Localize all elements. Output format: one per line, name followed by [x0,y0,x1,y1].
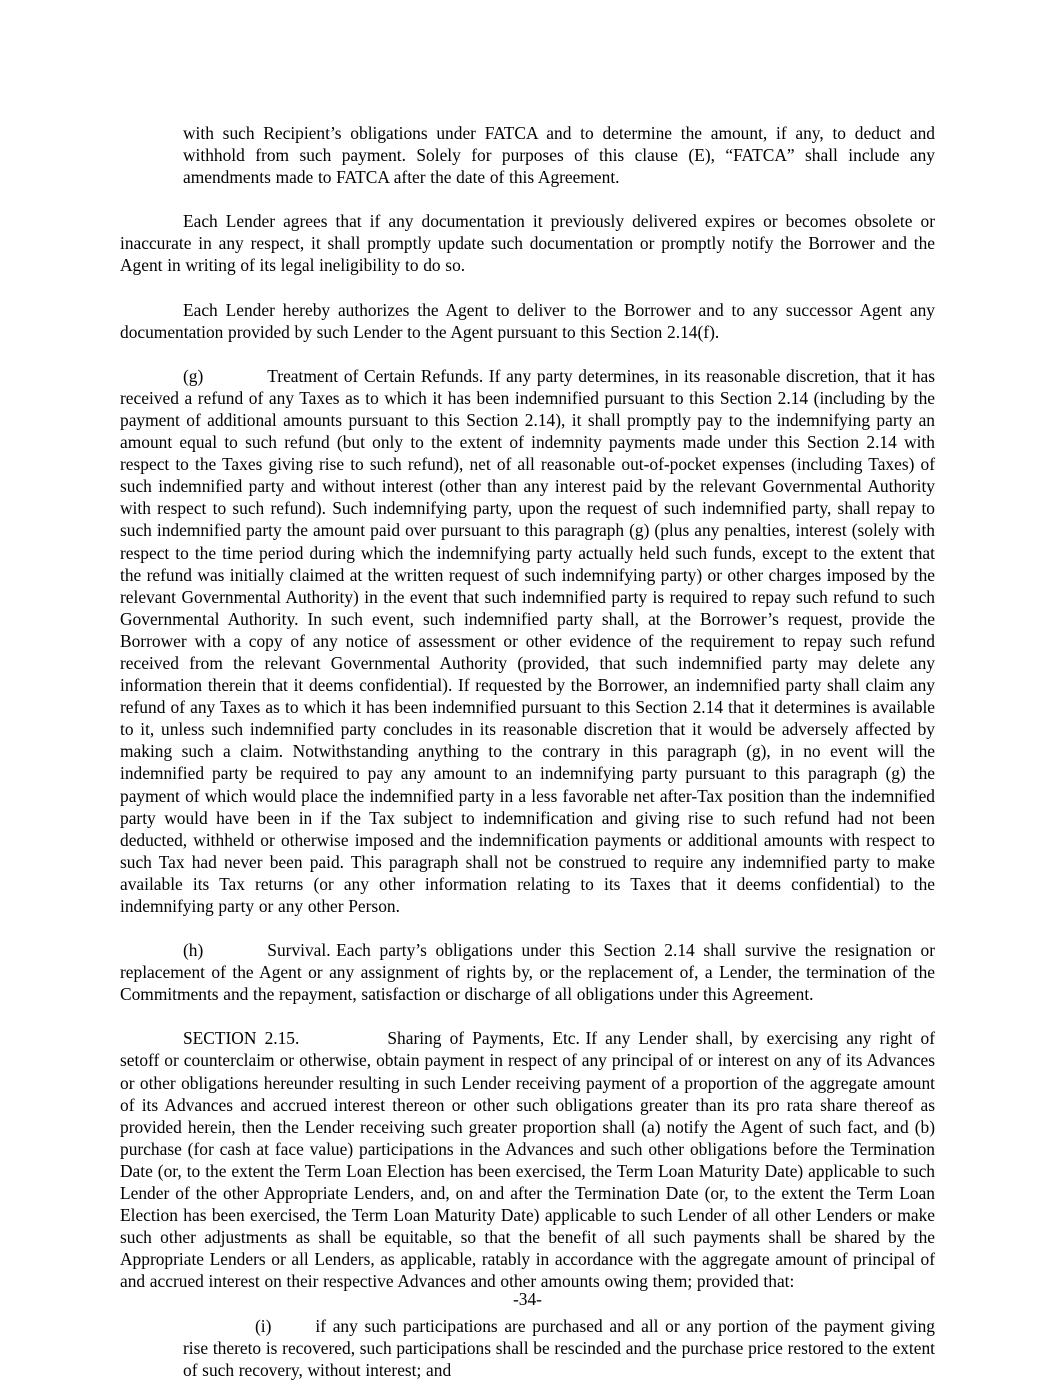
clause-i-text: if any such participations are purchased and all or any portion of the payment giving rise thereto is recovered, such participations shall be rescinded and the purchase price restored to the extent of such recovery, without interest; and [183,1315,935,1380]
paragraph-section-2-15 [120,1027,935,1292]
document-body [120,122,935,1381]
section-2-15-label: SECTION 2.15. [183,1028,300,1049]
clause-g-text: If any party determines, in its reasonable discretion, that it has received a refund of any Taxes as to which it has been indemnified pursuant to this Section 2.14 (including by the payment of additional amounts pursuant to this Section 2.14), it shall promptly pay to the indemnifying party an amount equal to such refund (but only to the extent of indemnity payments made under this Section 2.14 with respect to the Taxes giving rise to such refund), net of all reasonable out-of-pocket expenses (including Taxes) of such indemnified party and without interest (other than any interest paid by the relevant Governmental Authority with respect to such refund). Such indemnifying party, upon the request of such indemnified party, shall repay to such indemnified party the amount paid over pursuant to this paragraph (g) (plus any penalties, interest (solely with respect to the time period during which the indemnifying party actually held such funds, except to the extent that the refund was initially claimed at the written request of such indemnifying party) or other charges imposed by the relevant Governmental Authority) in the event that such indemnified party is required to repay such refund to such Governmental Authority. In such event, such indemnified party shall, at the Borrower’s request, provide the Borrower with a copy of any notice of assessment or other evidence of the requirement to repay such refund received from the relevant Governmental Authority (provided, that such indemnified party may delete any information therein that it deems confidential). If requested by the Borrower, an indemnified party shall claim any refund of any Taxes as to which it has been indemnified pursuant to this Section 2.14 that it determines is available to it, unless such indemnified party concludes in its reasonable discretion that it would be adversely affected by making such a claim. Notwithstanding anything to the contrary in this paragraph (g), in no event will the indemnified party be required to pay any amount to an indemnifying party pursuant to this paragraph (g) the payment of which would place the indemnified party in a less favorable net after-Tax position than the indemnified party would have been in if the Tax subject to indemnification and giving rise to such refund had not been deducted, withheld or otherwise imposed and the indemnification payments or additional amounts with respect to such Tax had never been paid. This paragraph shall not be construed to require any indemnified party to make available its Tax returns (or any other information relating to its Taxes that it deems confidential) to the indemnifying party or any other Person. [120,365,935,916]
clause-h-heading: Survival. [267,940,331,961]
paragraph-clause-h [120,939,935,1005]
clause-g-label: (g) [183,365,204,386]
paragraph-fatca-continuation: with such Recipient’s obligations under FATCA and to determine the amount, if any, to deduct and withhold from such payment. Solely for purposes of this clause (E), “FATCA” shall include any amendments made to FATCA after the date of this Agreement. [183,123,935,188]
clause-g-heading: Treatment of Certain Refunds. [267,365,484,386]
section-2-15-text: If any Lender shall, by exercising any right of setoff or counterclaim or otherwise, obtain payment in respect of any principal of or interest on any of its Advances or other obligations hereunder resulting in such Lender receiving payment of a proportion of the aggregate amount of its Advances and accrued interest thereon or other such obligations greater than its pro rata share thereof as provided herein, then the Lender receiving such greater proportion shall (a) notify the Agent of such fact, and (b) purchase (for cash at face value) participations in the Advances and such other obligations before the Termination Date (or, to the extent the Term Loan Election has been exercised, the Term Loan Maturity Date) applicable to such Lender of the other Appropriate Lenders, and, on and after the Termination Date (or, to the extent the Term Loan Election has been exercised, the Term Loan Maturity Date) applicable to such Lender of all other Lenders or make such other adjustments as shall be equitable, so that the benefit of all such payments shall be shared by the Appropriate Lenders or all Lenders, as applicable, ratably in accordance with the aggregate amount of principal of and accrued interest on their respective Advances and other amounts owing them; provided that: [120,1028,935,1292]
clause-h-text: Each party’s obligations under this Section 2.14 shall survive the resignation or replacement of the Agent or any assignment of rights by, or the replacement of, a Lender, the termination of the Commitments and the repayment, satisfaction or discharge of all obligations under this Agreement. [120,940,935,1005]
clause-i-label: (i) [255,1315,272,1336]
clause-h-label: (h) [183,940,204,961]
paragraph-lender-authorizes-agent: Each Lender hereby authorizes the Agent to deliver to the Borrower and to any successor Agent any documentation provided by such Lender to the Agent pursuant to this Section 2.14(f). [120,299,935,342]
paragraph-clause-g [120,365,935,917]
page-number: -34- [513,1289,542,1309]
paragraph-lender-documentation-update: Each Lender agrees that if any documentation it previously delivered expires or becomes obsolete or inaccurate in any respect, it shall promptly update such documentation or promptly notify the Borrower and the Agent in writing of its legal ineligibility to do so. [120,211,935,276]
paragraph-clause-i [183,1315,935,1381]
section-2-15-heading: Sharing of Payments, Etc. [387,1028,580,1049]
